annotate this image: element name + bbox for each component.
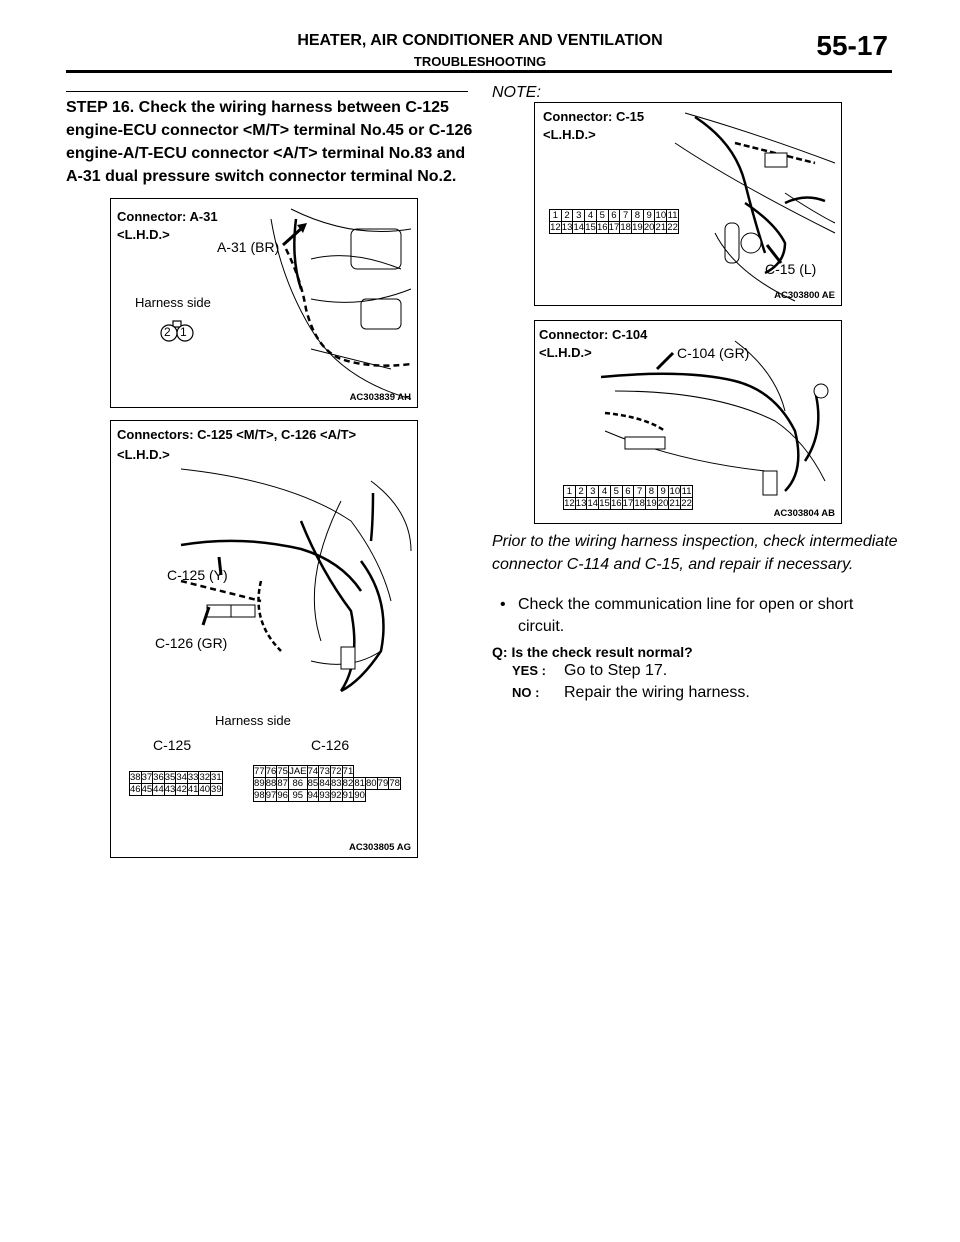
note-label: NOTE: [492, 84, 541, 101]
yes-key: YES : [512, 663, 546, 678]
a31-pin: 2 [164, 325, 171, 339]
pin-cell: 19 [646, 498, 657, 509]
c126-callout: C-126 (GR) [155, 635, 228, 651]
pin-cell: 94 [307, 790, 319, 801]
pin-cell: 18 [634, 498, 645, 509]
pin-cell: 2 [575, 486, 587, 498]
header-rule [66, 70, 892, 73]
pin-cell: 81 [354, 778, 365, 789]
pin-cell: 86 [289, 778, 308, 790]
bullet-icon: • [500, 596, 506, 613]
pin-cell: 11 [667, 210, 678, 221]
pin-cell: 16 [610, 498, 622, 509]
pin-cell: 4 [599, 486, 611, 498]
pin-cell: 79 [377, 778, 389, 789]
section-subtitle: TROUBLESHOOTING [413, 54, 547, 69]
step-heading: STEP 16. Check the wiring harness between C-125 engine-ECU connector <M/T> terminal No.45 or C-126 engine-A/T-ECU connector <A/T> terminal No.83 and A-31 dual pressure switch connector terminal No.2. [66, 99, 473, 185]
figure-c15 [534, 102, 842, 306]
pin-cell: 44 [153, 784, 164, 795]
pin-cell: 3 [587, 486, 599, 498]
pin-cell: 21 [669, 498, 681, 509]
pin-cell: 17 [622, 498, 634, 509]
c15-lhd: <L.H.D.> [543, 127, 596, 142]
step-rule [66, 91, 468, 92]
pin-cell: 8 [632, 210, 644, 222]
pin-cell: 8 [646, 486, 658, 498]
pin-cell: 20 [643, 222, 655, 233]
pin-cell: 3 [573, 210, 585, 222]
prior-inspection-text: Prior to the wiring harness inspection, check intermediate connector C-114 and C-15, and repair if necessary. [492, 533, 898, 573]
a31-lhd: <L.H.D.> [117, 227, 170, 242]
figure-c125-c126 [110, 420, 418, 858]
c15-figure-code: AC303800 AE [774, 290, 835, 301]
c125-harness-side: Harness side [215, 713, 291, 728]
pin-cell: 76 [265, 766, 277, 777]
pin-cell: 71 [342, 766, 354, 777]
pin-cell: 88 [265, 778, 277, 789]
pin-cell: 82 [342, 778, 354, 789]
pin-cell: 32 [199, 772, 211, 783]
question: Q: Is the check result normal? [492, 644, 693, 660]
pin-cell: 95 [289, 790, 308, 802]
no-value: Repair the wiring harness. [564, 684, 750, 701]
pin-cell: 10 [669, 486, 681, 497]
pin-cell: 84 [319, 778, 330, 789]
pin-cell: 12 [564, 498, 575, 509]
pin-cell: 18 [620, 222, 631, 233]
pin-cell: 73 [319, 766, 330, 777]
c125-label: C-125 [153, 737, 192, 753]
pin-cell: 21 [655, 222, 667, 233]
a31-callout: A-31 (BR) [217, 239, 280, 255]
c125-figure-code: AC303805 AG [349, 842, 411, 853]
pin-cell: 7 [634, 486, 646, 498]
pin-cell: 2 [561, 210, 573, 222]
a31-title: Connector: A-31 [117, 209, 218, 224]
pin-cell: 91 [342, 790, 354, 801]
pin-cell: 93 [319, 790, 330, 801]
pin-cell: 34 [176, 772, 187, 783]
pin-cell: 16 [596, 222, 608, 233]
pin-cell: 40 [199, 784, 211, 795]
arrow-icon [283, 227, 303, 245]
c15-pin-grid [549, 209, 679, 234]
pin-cell: 31 [211, 772, 222, 783]
figure-a31 [110, 198, 418, 408]
pin-cell: 6 [622, 486, 634, 498]
pin-cell: 37 [141, 772, 153, 783]
pin-cell: 5 [596, 210, 608, 222]
c15-callout: C-15 (L) [765, 261, 817, 277]
pin-cell: 13 [575, 498, 587, 509]
pin-cell: 43 [164, 784, 176, 795]
pin-cell: 41 [187, 784, 199, 795]
pin-cell: 74 [307, 766, 319, 777]
pin-cell: 17 [608, 222, 620, 233]
pin-cell: 75 [277, 766, 288, 777]
c104-callout: C-104 (GR) [677, 345, 750, 361]
pin-cell: JAE [289, 766, 307, 777]
pin-cell: 33 [187, 772, 199, 783]
c126-label: C-126 [311, 737, 350, 753]
a31-figure-code: AC303839 AH [349, 392, 411, 403]
pin-cell: 35 [164, 772, 176, 783]
pin-cell: 1 [550, 210, 562, 222]
pin-cell: 36 [153, 772, 164, 783]
pin-cell: 22 [667, 222, 678, 233]
pin-cell: 9 [643, 210, 655, 222]
answer-yes [512, 662, 667, 680]
no-key: NO : [512, 685, 540, 700]
c126-pin-grid [253, 765, 401, 802]
a31-pin: 1 [180, 325, 187, 339]
c104-title: Connector: C-104 [539, 327, 648, 342]
c125-pin-grid [129, 771, 223, 796]
figure-c104 [534, 320, 842, 524]
pin-cell: 7 [620, 210, 632, 222]
pin-cell: 39 [211, 784, 222, 795]
c125-title: Connectors: C-125 <M/T>, C-126 <A/T> [117, 427, 357, 442]
pin-cell: 38 [130, 772, 141, 783]
pin-cell: 15 [585, 222, 596, 233]
pin-cell: 15 [599, 498, 610, 509]
pin-cell: 89 [254, 778, 265, 789]
pin-cell: 19 [632, 222, 643, 233]
c104-figure-code: AC303804 AB [773, 508, 835, 519]
yes-value: Go to Step 17. [564, 662, 668, 679]
pin-cell: 87 [277, 778, 288, 789]
pin-cell: 13 [561, 222, 573, 233]
arrow-icon [657, 353, 673, 369]
pin-cell: 98 [254, 790, 265, 801]
pin-cell: 80 [366, 778, 377, 789]
pin-cell: 14 [573, 222, 585, 233]
pin-cell: 78 [389, 778, 400, 789]
pin-cell: 22 [681, 498, 692, 509]
pin-cell: 83 [330, 778, 342, 789]
bullet-text: Check the communication line for open or short circuit. [518, 596, 854, 635]
pin-cell: 14 [587, 498, 599, 509]
pin-cell: 90 [354, 790, 365, 801]
pin-cell: 5 [610, 486, 622, 498]
c15-title: Connector: C-15 [543, 109, 645, 124]
c104-pin-grid [563, 485, 693, 510]
pin-cell: 92 [330, 790, 342, 801]
pin-cell: 77 [254, 766, 265, 777]
pin-cell: 11 [681, 486, 692, 497]
pin-cell: 12 [550, 222, 561, 233]
pin-cell: 1 [564, 486, 576, 498]
pin-cell: 42 [176, 784, 187, 795]
pin-cell: 4 [585, 210, 597, 222]
a31-harness-side: Harness side [135, 295, 211, 310]
pin-cell: 46 [130, 784, 141, 795]
c104-lhd: <L.H.D.> [539, 345, 592, 360]
page-number: 55-17 [816, 30, 888, 61]
pin-cell: 85 [307, 778, 319, 789]
pin-cell: 72 [330, 766, 342, 777]
section-title: HEATER, AIR CONDITIONER AND VENTILATION [297, 32, 663, 49]
answer-no [512, 684, 750, 702]
pin-cell: 45 [141, 784, 153, 795]
c125-callout: C-125 (Y) [167, 567, 228, 583]
pin-cell: 10 [655, 210, 667, 221]
pin-cell: 20 [657, 498, 669, 509]
pin-cell: 6 [608, 210, 620, 222]
pin-cell: 9 [657, 486, 669, 498]
pin-cell: 97 [265, 790, 277, 801]
c125-lhd: <L.H.D.> [117, 447, 170, 462]
pin-cell: 96 [277, 790, 288, 801]
